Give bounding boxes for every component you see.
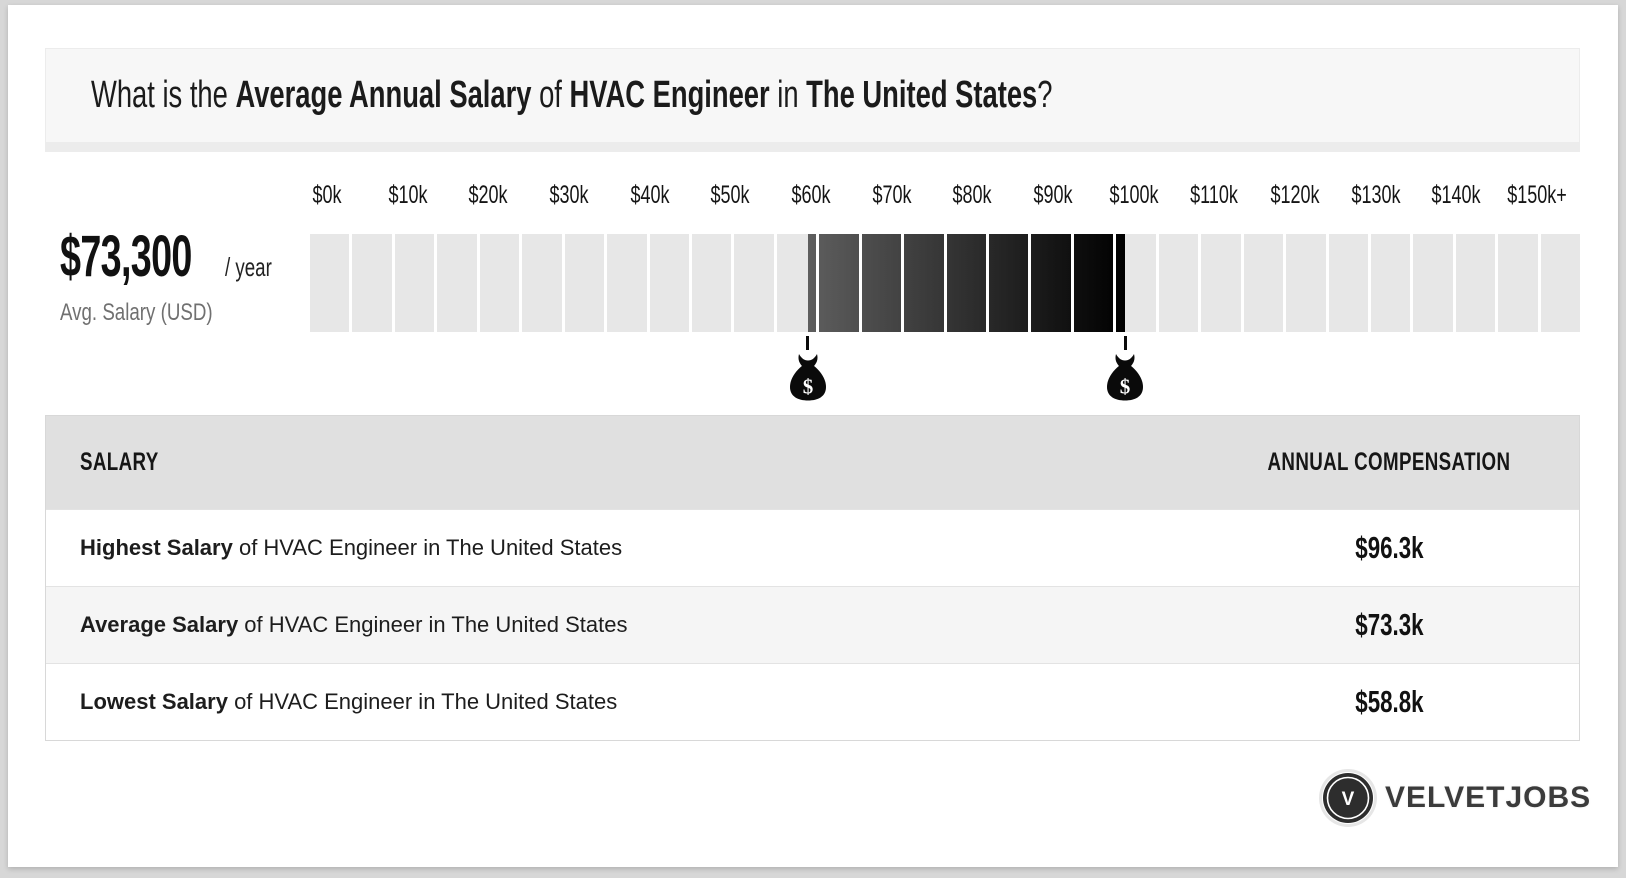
question-banner	[45, 48, 1580, 143]
axis-tick-label: $30k	[549, 181, 589, 209]
bar-segment-gap	[904, 234, 946, 332]
bar-segment-gap	[1116, 234, 1158, 332]
bar-segment-gap	[395, 234, 437, 332]
page-title	[91, 74, 1052, 117]
title-part-bold: Average Annual Salary	[235, 74, 532, 116]
bar-segment-gap	[1371, 234, 1413, 332]
title-part: in	[769, 74, 807, 116]
bar-segment-gap	[1413, 234, 1455, 332]
axis-tick-label: $100k	[1109, 181, 1159, 209]
bar-segment-gap	[1031, 234, 1073, 332]
bar-segment-gap	[1286, 234, 1328, 332]
bar-segment-gap	[522, 234, 564, 332]
bar-segment-gap	[734, 234, 776, 332]
title-part-bold: HVAC Engineer	[569, 74, 770, 116]
title-part: ?	[1037, 74, 1053, 116]
salary-table	[45, 415, 1580, 741]
axis-tick-label: $130k	[1351, 181, 1401, 209]
row-value: $58.8k	[1354, 684, 1424, 719]
brand-name: VELVETJOBS	[1385, 781, 1592, 814]
salary-axis	[310, 181, 1580, 213]
axis-tick-label: $140k	[1431, 181, 1481, 209]
axis-tick-label: $110k	[1190, 181, 1239, 209]
axis-tick-label: $120k	[1270, 181, 1320, 209]
logo-letter: V	[1341, 789, 1355, 810]
bar-segment-gap	[819, 234, 861, 332]
velvetjobs-logo-icon	[1322, 772, 1374, 824]
axis-tick-label: $150k+	[1507, 181, 1567, 209]
axis-tick-label: $70k	[872, 181, 912, 209]
row-label-rest: of HVAC Engineer in The United States	[227, 689, 618, 714]
average-salary-amount: $73,300	[60, 224, 192, 289]
bar-segment-gap	[1074, 234, 1116, 332]
header-compensation-label: ANNUAL COMPENSATION	[1267, 448, 1511, 476]
bar-segment-gap	[1159, 234, 1201, 332]
axis-tick-label: $20k	[468, 181, 508, 209]
axis-tick-label: $90k	[1033, 181, 1073, 209]
bar-segment-gap	[565, 234, 607, 332]
row-label-bold: Highest Salary	[80, 535, 233, 560]
row-value-cell	[1199, 684, 1579, 720]
bar-segment-gap	[1456, 234, 1498, 332]
salary-period: / year	[224, 252, 272, 282]
row-label	[46, 612, 1199, 638]
table-header-row	[46, 416, 1579, 509]
gauge-segment-gaps	[310, 234, 1580, 332]
marker-tick	[1124, 336, 1127, 350]
infographic-card	[8, 5, 1618, 867]
salary-caption: Avg. Salary (USD)	[60, 299, 213, 326]
table-row	[46, 663, 1579, 740]
bar-segment-gap	[692, 234, 734, 332]
bar-segment-gap	[1244, 234, 1286, 332]
money-bag-icon	[1105, 354, 1145, 401]
money-bag-icon	[788, 354, 828, 401]
row-value: $73.3k	[1354, 607, 1424, 642]
axis-tick-label: $40k	[630, 181, 670, 209]
bar-segment-gap	[989, 234, 1031, 332]
bar-segment-gap	[947, 234, 989, 332]
title-part: of	[531, 74, 570, 116]
title-part-bold: The United States	[806, 74, 1038, 116]
bar-segment-gap	[650, 234, 692, 332]
bar-segment-gap	[1201, 234, 1243, 332]
header-salary-label: SALARY	[80, 448, 159, 476]
header-salary-cell	[46, 448, 1199, 477]
axis-tick-label: $10k	[388, 181, 428, 209]
bar-segment-gap	[480, 234, 522, 332]
axis-tick-label: $60k	[791, 181, 831, 209]
bar-segment-gap	[437, 234, 479, 332]
axis-tick-label: $50k	[710, 181, 750, 209]
bar-segment-gap	[607, 234, 649, 332]
bar-segment-gap	[352, 234, 394, 332]
axis-tick-label: $0k	[312, 181, 342, 209]
svg-text:$: $	[802, 374, 814, 399]
highest-salary-marker	[1105, 332, 1145, 401]
axis-tick-label: $80k	[952, 181, 992, 209]
average-salary-panel	[60, 223, 305, 327]
brand-logo	[1322, 771, 1591, 825]
svg-text:$: $	[1120, 374, 1131, 399]
row-label-rest: of HVAC Engineer in The United States	[232, 535, 623, 560]
marker-tick	[806, 336, 809, 350]
salary-gauge	[310, 234, 1580, 399]
bar-segment-gap	[1329, 234, 1371, 332]
salary-line	[60, 223, 305, 290]
bar-segment-gap	[777, 234, 819, 332]
row-value: $96.3k	[1354, 530, 1424, 565]
row-label-bold: Lowest Salary	[80, 689, 228, 714]
bar-segment-gap	[862, 234, 904, 332]
row-value-cell	[1199, 607, 1579, 643]
lowest-salary-marker	[788, 332, 828, 401]
row-label	[46, 689, 1199, 715]
row-label	[46, 535, 1199, 561]
row-value-cell	[1199, 530, 1579, 566]
table-row	[46, 586, 1579, 663]
title-part: What is the	[91, 74, 236, 116]
header-compensation-cell	[1199, 448, 1579, 477]
row-label-bold: Average Salary	[80, 612, 239, 637]
bar-segment-gap	[1498, 234, 1540, 332]
row-label-rest: of HVAC Engineer in The United States	[238, 612, 628, 637]
bar-segment-gap	[310, 234, 352, 332]
table-row	[46, 509, 1579, 586]
bar-segment-gap	[1541, 234, 1580, 332]
